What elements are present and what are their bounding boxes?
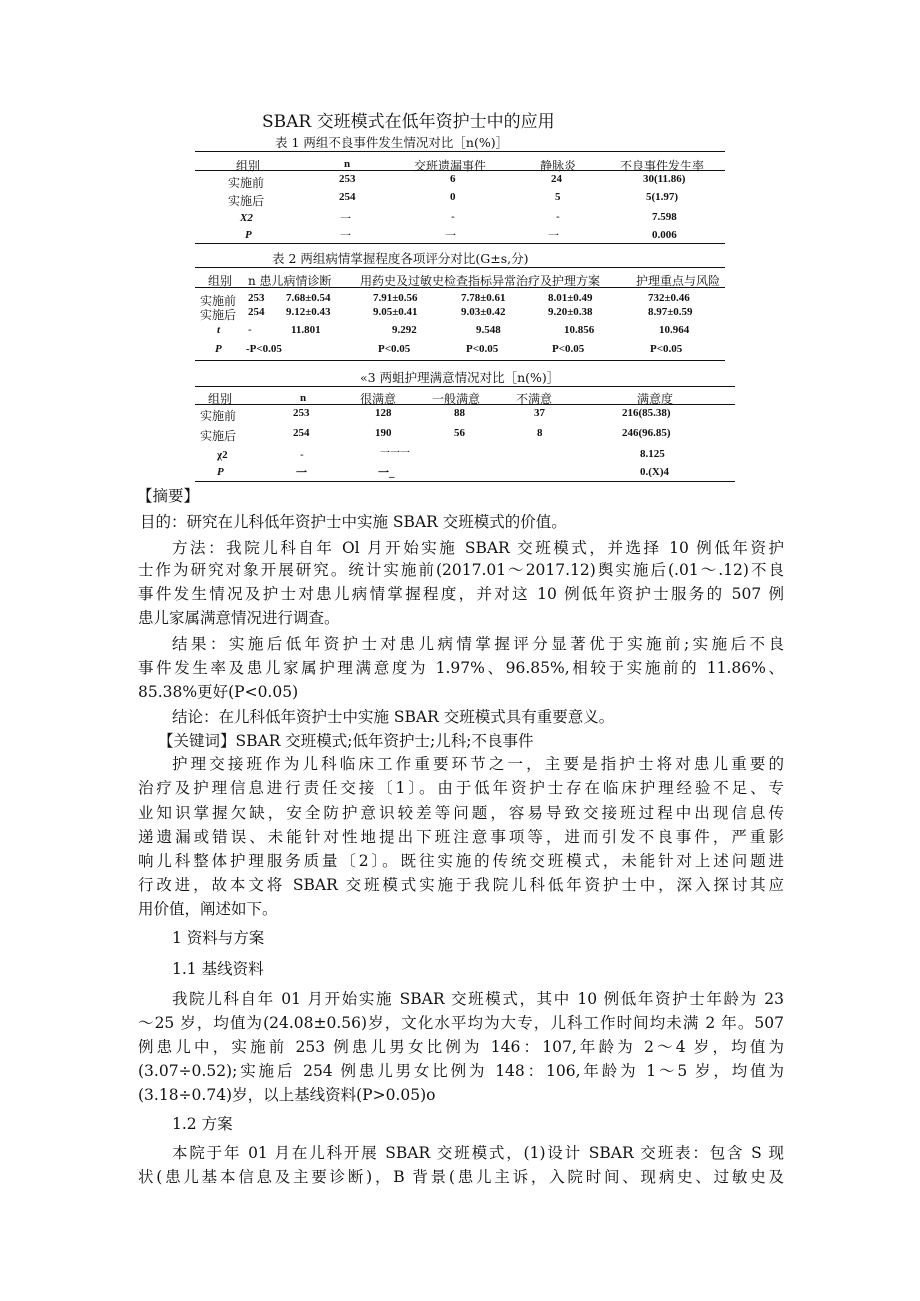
t3-cell: 一 — [296, 467, 307, 479]
table-3-bottom-rule — [195, 481, 735, 482]
table-row: 实施后 — [200, 429, 237, 443]
t2-cell: 9.20±0.38 — [548, 306, 593, 318]
t3-cell: 253 — [293, 407, 310, 419]
t1-cell: 一 — [340, 229, 351, 242]
t1-header-missed: 交班遗漏事件 — [414, 159, 487, 173]
table-row: P — [245, 229, 252, 241]
t2-cell: 254 — [248, 306, 265, 318]
t2-cell: 8.01±0.49 — [548, 292, 593, 304]
t2-cell: 9.12±0.43 — [286, 306, 331, 318]
page-title: SBAR 交班模式在低年资护士中的应用 — [262, 112, 555, 132]
section-heading-1-2: 1.2 方案 — [172, 1115, 233, 1133]
keywords: 【关键词】SBAR 交班模式;低年资护士;儿科;不良事件 — [158, 732, 534, 750]
table-row: 实施前 — [228, 176, 265, 190]
t2-cell: 253 — [248, 292, 265, 304]
abstract-method: 方法：我院儿科自年 Ol 月开始实施 SBAR 交班模式，并选择 10 例低年资护 — [172, 539, 784, 557]
section-heading-1: 1 资料与方案 — [172, 929, 265, 947]
t2-cell: 9.05±0.41 — [373, 306, 418, 318]
t2-cell: 7.68±0.54 — [286, 292, 331, 304]
t2-cell: P<0.05 — [552, 343, 585, 355]
abstract-method: 事件发生情况及护士对患儿病情掌握程度，并对这 10 例低年资护士服务的 507 例 — [138, 585, 784, 603]
intro-paragraph: 递遗漏或错误、未能针对性地提出下班注意事项等，进而引发不良事件，严重影 — [138, 828, 784, 846]
baseline-paragraph: 例患儿中，实施前 253 例患儿男女比例为 146：107,年龄为 2～4 岁，均值为 — [138, 1038, 784, 1056]
table-row: 实施前 — [200, 294, 237, 308]
baseline-paragraph: (3.18÷0.74)岁，以上基线资料(P>0.05)o — [138, 1086, 436, 1104]
t1-cell: 24 — [551, 173, 562, 185]
table-2-header-rule — [195, 287, 725, 288]
t2-cell: 9.292 — [392, 324, 417, 336]
method-paragraph: 状(患儿基本信息及主要诊断)，B 背景(患儿主诉，入院时间、现病史、过敏史及 — [138, 1168, 784, 1186]
intro-paragraph: 护理交接班作为儿科临床工作重要环节之一，主要是指护士将对患儿重要的 — [172, 755, 784, 773]
t2-cell: 7.78±0.61 — [461, 292, 506, 304]
table-2-top-rule — [195, 267, 725, 268]
t1-header-n: n — [344, 158, 351, 170]
table-row: P — [217, 466, 224, 478]
table-row: χ2 — [217, 449, 228, 461]
t2-cell: 9.548 — [476, 324, 501, 336]
t2-cell: P<0.05 — [650, 343, 683, 355]
t2-cell: P<0.05 — [378, 343, 411, 355]
t1-cell: 一 — [548, 229, 559, 242]
t1-header-phlebitis: 静脉炎 — [540, 159, 577, 173]
t2-cell: 9.03±0.42 — [461, 306, 506, 318]
abstract-purpose: 目的：研究在儿科低年资护士中实施 SBAR 交班模式的价值。 — [140, 513, 567, 531]
t2-header-group: 组别 — [208, 274, 233, 288]
abstract-heading: 【摘要】 — [137, 487, 200, 505]
t3-header-satisfaction: 满意度 — [637, 392, 674, 406]
intro-paragraph: 行改进，故本文将 SBAR 交班模式实施于我院儿科低年资护士中，深入探讨其应 — [138, 876, 784, 894]
t3-cell: 一一一 — [380, 448, 410, 459]
t1-cell: 5(1.97) — [646, 191, 679, 203]
section-heading-1-1: 1.1 基线资料 — [172, 960, 264, 978]
intro-paragraph: 治疗及护理信息进行责任交接〔1〕。由于低年资护士存在临床护理经验不足、专 — [138, 779, 784, 797]
table-3-caption: «3 两蛆护理满意情况对比［n(%)］ — [360, 370, 560, 385]
t2-header-focus: 护理重点与风险 — [636, 274, 721, 288]
t3-header-general: 一般满意 — [432, 392, 481, 406]
baseline-paragraph: 我院儿科自年 01 月开始实施 SBAR 交班模式，其中 10 例低年资护士年龄为 23 — [172, 990, 784, 1008]
t2-cell: -P<0.05 — [246, 343, 282, 355]
t1-cell: 254 — [339, 191, 356, 203]
t3-cell: 128 — [375, 407, 392, 419]
t1-header-group: 组别 — [236, 159, 261, 173]
t2-cell: P<0.05 — [466, 343, 499, 355]
t2-header-middle: 用药史及过敏史检查指标异常治疗及护理方案 — [360, 274, 601, 288]
table-row: 实施后 — [200, 308, 237, 322]
t1-cell: 一 — [340, 212, 351, 225]
intro-paragraph: 响儿科整体护理服务质量〔2〕。既往实施的传统交班模式，未能针对上述问题进 — [138, 852, 784, 870]
abstract-method: 患儿家属满意情况进行调查。 — [138, 609, 340, 627]
t3-header-n: n — [300, 392, 307, 404]
t2-cell: 10.856 — [564, 324, 595, 336]
t1-cell: 253 — [339, 173, 356, 185]
table-1-caption: 表 1 两组不良事件发生情况对比［n(%)］ — [275, 135, 509, 150]
t3-cell: 8 — [537, 427, 543, 439]
t1-cell: - — [451, 210, 455, 223]
baseline-paragraph: ～25 岁，均值为(24.08±0.56)岁，文化水平均为大专，儿科工作时间均未满 2 年。507 — [138, 1014, 784, 1032]
intro-paragraph: 用价值，阐述如下。 — [138, 900, 278, 918]
t3-cell: 56 — [454, 427, 465, 439]
table-1-top-rule — [195, 151, 725, 152]
t3-cell: 190 — [375, 427, 392, 439]
method-paragraph: 本院于年 01 月在儿科开展 SBAR 交班模式，(1)设计 SBAR 交班表：包含 S 现 — [172, 1144, 784, 1162]
t2-cell: 10.964 — [659, 324, 690, 336]
table-3-top-rule — [195, 386, 735, 387]
t1-cell: 6 — [450, 173, 456, 185]
t3-cell: 0.(X)4 — [640, 466, 670, 478]
abstract-result: 结果：实施后低年资护士对患儿病情掌握评分显著优于实施前;实施后不良 — [172, 635, 784, 653]
table-2-caption: 表 2 两组病情掌握程度各项评分对比(G±s,分) — [272, 251, 529, 266]
intro-paragraph: 业知识掌握欠缺，安全防护意识较差等问题，容易导致交接班过程中出现信息传 — [138, 804, 784, 822]
t2-cell: 7.91±0.56 — [373, 292, 418, 304]
abstract-conclusion: 结论：在儿科低年资护士中实施 SBAR 交班模式具有重要意义。 — [172, 708, 615, 726]
abstract-result: 事件发生率及患儿家属护理满意度为 1.97%、96.85%,相较于实施前的 11.86%、 — [138, 659, 784, 677]
t1-cell: 7.598 — [652, 211, 677, 223]
t2-cell: 732±0.46 — [648, 292, 690, 304]
t3-header-very: 很满意 — [360, 392, 397, 406]
t3-cell: - — [300, 448, 304, 461]
t1-header-rate: 不良事件发生率 — [620, 159, 705, 173]
t2-cell: - — [248, 323, 252, 336]
table-1-bottom-rule — [195, 243, 725, 244]
table-3-header-rule — [195, 404, 735, 405]
t1-cell: 0.006 — [652, 229, 677, 241]
t3-header-group: 组别 — [208, 392, 233, 406]
t3-header-not: 不满意 — [516, 392, 553, 406]
t1-cell: 5 — [555, 191, 561, 203]
baseline-paragraph: (3.07÷0.52);实施后 254 例患儿男女比例为 148：106,年龄为 1～5 岁，均值为 — [138, 1062, 784, 1080]
table-row: 实施前 — [200, 409, 237, 423]
abstract-method: 士作为研究对象开展研究。统计实施前(2017.01～2017.12)舆实施后(.01～.12)不良 — [138, 561, 784, 579]
t3-cell: 216(85.38) — [622, 407, 671, 419]
table-row: 实施后 — [228, 194, 265, 208]
t2-cell: 8.97±0.59 — [648, 306, 693, 318]
t3-cell: 一_ — [378, 467, 395, 479]
t3-cell: 37 — [534, 407, 545, 419]
abstract-result: 85.38%更好(P<0.05) — [138, 683, 299, 701]
table-row: P — [215, 343, 222, 355]
t3-cell: 88 — [454, 407, 465, 419]
t1-cell: 30(11.86) — [643, 173, 686, 185]
t2-header-diagnosis: n 患儿病情诊断 — [248, 274, 332, 288]
t1-cell: - — [556, 210, 560, 223]
t1-cell: 一 — [445, 229, 456, 242]
t3-cell: 8.125 — [640, 448, 665, 460]
t3-cell: 254 — [293, 427, 310, 439]
t3-cell: 246(96.85) — [622, 427, 671, 439]
table-row: X2 — [240, 212, 253, 224]
table-1-header-rule — [195, 170, 725, 171]
table-2-bottom-rule — [195, 360, 725, 361]
table-row: t — [217, 324, 221, 336]
t2-cell: 11.801 — [291, 324, 321, 336]
t1-cell: 0 — [450, 191, 456, 203]
